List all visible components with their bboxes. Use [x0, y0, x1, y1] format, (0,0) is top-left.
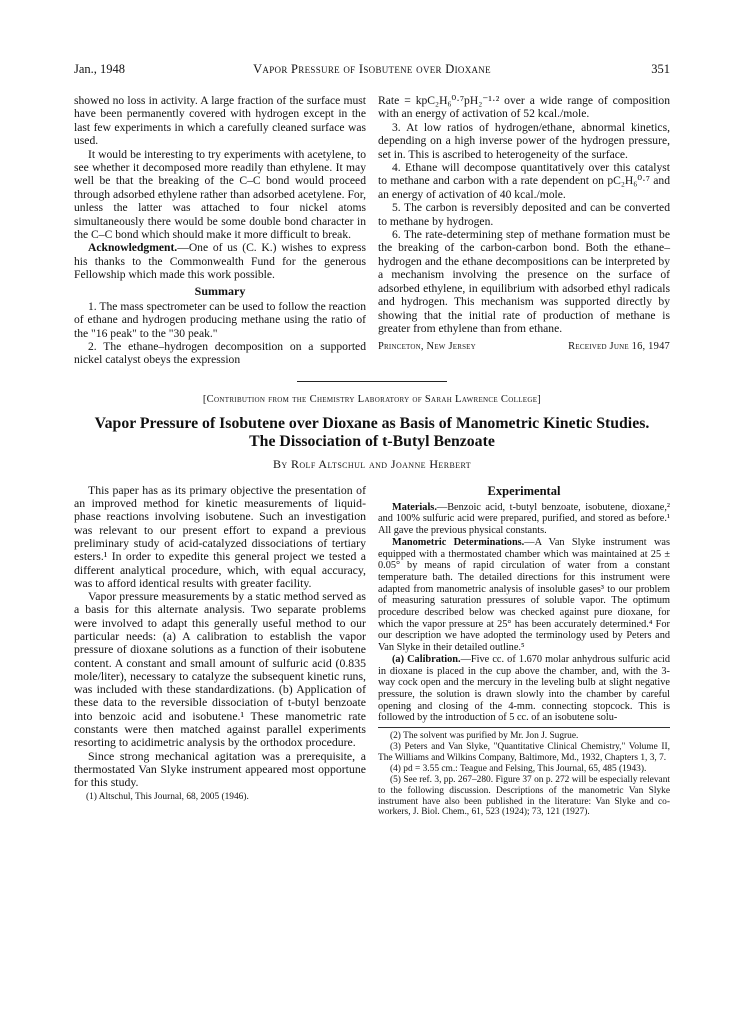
summary-item: 1. The mass spectrometer can be used to follow the reaction of ethane and hydrogen producing methane using the ratio of the "16 peak" to the "30 peak." [74, 299, 366, 340]
materials-text: —Benzoic acid, t-butyl benzoate, isobutene, dioxane,² and 100% sulfuric acid were prepared, purified, and stored as before.¹ All gave the previous physical constants. [378, 501, 670, 537]
footnote: (1) Altschul, This Journal, 68, 2005 (1946). [86, 791, 249, 802]
manometric-text: —A Van Slyke instrument was equipped with a thermostated chamber which was maintained at 25 ± 0.05° by means of rapid circulation of water from a constant temperature bath. The detailed directions for this instrument were adapted from manometric analysis of insoluble gases³ to our problem of measuring saturation pressures of soluble vapor. The optimum procedure described below was checked against pure dioxane, for which the vapor pressure at 25° has been accurately determined.⁴ For our description we have adopted the terminology used by Peters and Van Slyke in their detailed outline.⁵ [378, 536, 670, 654]
summary-item: 6. The rate-determining step of methane formation must be the breaking of the carbon-carbon bond. Both the ethane–hydrogen and the ethane decompositions can be interpreted by a mechanism involving the presence on the surface of adsorbed ethylene, in equilibrium with adsorbed ethyl radicals and hydrogen. This mechanism was supported directly by showing that the initial rate of production of methane is greater from ethylene than from ethane. [378, 228, 670, 335]
signature-line [378, 341, 670, 352]
paragraph: showed no loss in activity. A large fraction of the surface must have been permanently covered with hydrogen except in the last few experiments in which a carefully cleaned surface was used. [74, 94, 366, 148]
manometric-paragraph [378, 537, 670, 654]
summary-item: 3. At low ratios of hydrogen/ethane, abnormal kinetics, depending on a high inverse power of the hydrogen pressure, set in. This is ascribed to heterogeneity of the surface. [378, 120, 670, 161]
journal-page [74, 62, 670, 818]
footnote-rule [378, 727, 670, 728]
footnote: (5) See ref. 3, pp. 267–280. Figure 37 on p. 272 will be especially relevant to the following discussion. Descriptions of the manometric Van Slyke instrument have also been published in the literature: Van Slyke and co-workers, J. Biol. Chem., 61, 523 (1924); 73, 121 (1927). [378, 774, 670, 818]
summary-heading: Summary [194, 283, 246, 298]
header-date: Jan., 1948 [74, 62, 126, 76]
acknowledgment [74, 241, 366, 281]
received-date: Received June 16, 1947 [568, 341, 670, 353]
calibration-text: —Five cc. of 1.670 molar anhydrous sulfuric acid in dioxane is placed in the cup above the chamber, and, with the 3-way cock open and the mercury in the leveling bulb at slight negative pressure, the solution is drawn slowly into the chamber by careful opening and closing of the 4-mm. connecting stopcock. This is followed by the introduction of 5 cc. of an isobutene solu- [378, 653, 670, 724]
paragraph: It would be interesting to try experiments with acetylene, to see whether it decomposed more readily than ethylene. It may well be that the breaking of the C–C bond would proceed through adsorbed ethylene rather than adsorbed acetylene. For, unless the latter was attached to four nickel atoms simultaneously there would be some double bond character in the C–C bond which should make it more difficult to break. [74, 147, 366, 242]
footnote: (2) The solvent was purified by Mr. Jon J. Sugrue. [390, 731, 579, 742]
running-header [74, 62, 670, 82]
materials-paragraph [378, 502, 670, 537]
page-number: 351 [651, 62, 670, 76]
article-left-column [74, 484, 366, 819]
footnote: (3) Peters and Van Slyke, "Quantitative Clinical Chemistry," Volume II, The Williams and Wilkins Company, Baltimore, Md., 1932, Chapters 1, 3, 7. [378, 741, 670, 763]
manometric-label: Manometric Determinations. [392, 536, 525, 548]
footnote: (4) pd = 3.55 cm.: Teague and Felsing, This Journal, 65, 485 (1943). [390, 763, 647, 774]
calibration-label: (a) Calibration. [392, 653, 461, 665]
section-divider [297, 381, 447, 382]
previous-article-left-column [74, 94, 366, 367]
header-title: Vapor Pressure of Isobutene over Dioxane [253, 62, 491, 76]
article-right-column [378, 484, 670, 819]
materials-label: Materials. [392, 501, 437, 513]
footnotes [74, 792, 366, 803]
summary-item: 4. Ethane will decompose quantitatively over this catalyst to methane and carbon with a rate dependent on pC₂H₆⁰·⁷ and an energy of activation of 40 kcal./mole. [378, 161, 670, 201]
rate-expression: Rate = kpC₂H₆⁰·⁷pH₂⁻¹·² over a wide range of composition with an energy of activation of 52 kcal./mole. [378, 94, 670, 121]
paragraph: This paper has as its primary objective the presentation of an improved method for kinetic measurements of liquid-phase reactions involving isobutene. Such an investigation was relevant to our present effort to expand a previous preliminary study of acid-catalyzed dissociations of tertiary esters.¹ In order to expedite this general project we tested a different analytical procedure, which, with equal accuracy, was to afford identical results with greater facility. [74, 482, 366, 590]
paragraph: Vapor pressure measurements by a static method served as a basis for this alternate analysis. Two separate problems were involved to adapt this generally useful method to our particular needs: (a) A calibration to establish the vapor pressure of dioxane solutions as a function of their isobutene content. A constant and small amount of sulfuric acid (0.835 mole/liter), necessary to catalyze the subsequent kinetic runs, was included with these standardizations. (b) Application of these data to the reversible dissociation of t-butyl benzoate into benzoic acid and isobutene.¹ These manometric rate constants were then matched against parallel experiments resorting to acidimetric analysis by the orthodox procedure. [74, 589, 366, 750]
article-title [74, 415, 670, 451]
article-columns [74, 484, 670, 819]
author-location: Princeton, New Jersey [378, 341, 476, 353]
paragraph: Since strong mechanical agitation was a prerequisite, a thermostated Van Slyke instrument appeared most opportune for this study. [74, 748, 366, 790]
previous-article-right-column [378, 94, 670, 367]
calibration-paragraph [378, 654, 670, 724]
byline: By Rolf Altschul and Joanne Herbert [272, 456, 472, 471]
article-title-line: Vapor Pressure of Isobutene over Dioxane as Basis of Manometric Kinetic Studies. [94, 414, 650, 432]
acknowledgment-label: Acknowledgment. [88, 241, 178, 255]
experimental-text [378, 502, 670, 724]
footnotes [378, 731, 670, 818]
previous-article-columns [74, 94, 670, 367]
summary-item: 2. The ethane–hydrogen decomposition on a supported nickel catalyst obeys the expression [74, 339, 366, 367]
summary-item: 5. The carbon is reversibly deposited and can be converted to methane by hydrogen. [378, 201, 670, 228]
article-title-line: The Dissociation of t-Butyl Benzoate [249, 432, 495, 450]
acknowledgment-text: —One of us (C. K.) wishes to express his thanks to the Commonwealth Fund for the generous Fellowship which made this work possible. [74, 241, 366, 282]
contribution-line: [Contribution from the Chemistry Laboratory of Sarah Lawrence College] [202, 393, 542, 405]
experimental-heading: Experimental [487, 483, 561, 498]
